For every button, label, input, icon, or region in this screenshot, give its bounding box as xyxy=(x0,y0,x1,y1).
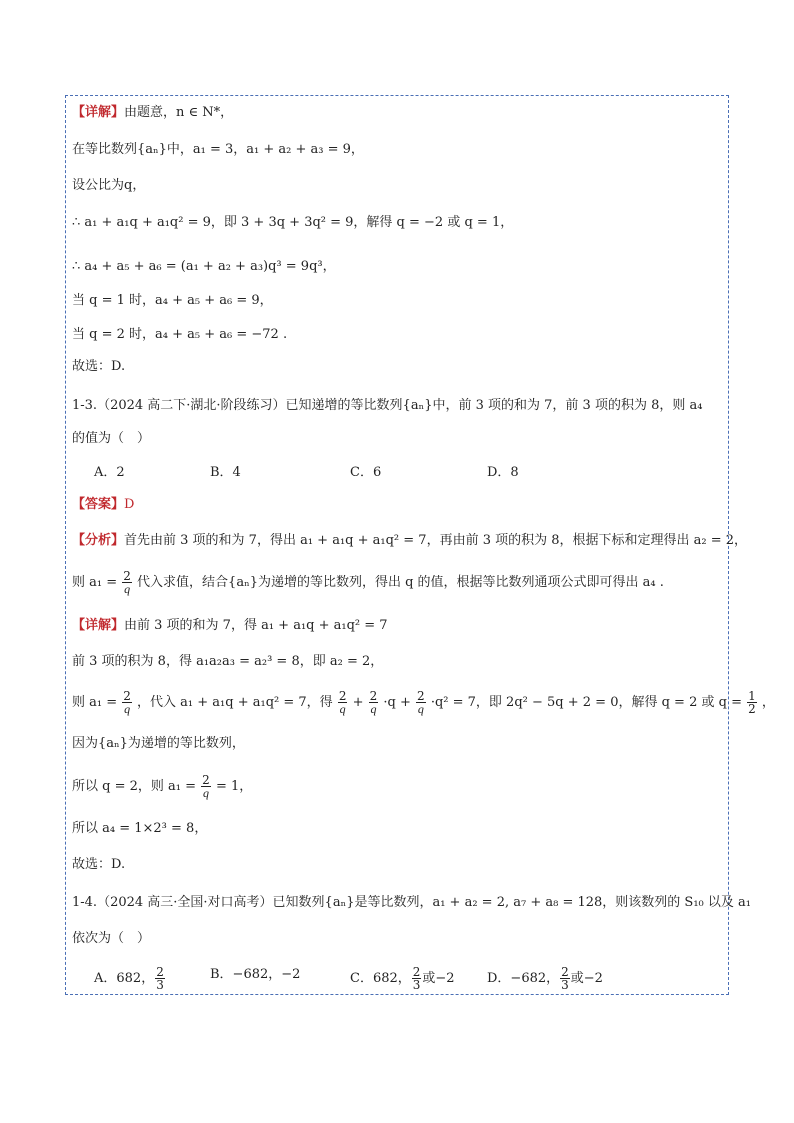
fraction-2-over-q: $\frac{2}{q}$ xyxy=(123,569,131,596)
option-c: C．682， $\frac{2}{3}$ 或−2 xyxy=(350,965,455,992)
question-1-4-stem: 1-4.（2024 高三·全国·对口高考）已知数列{aₙ}是等比数列，a₁ + a₂ = 2, a₇ + a₈ = 128，则该数列的 S₁₀ 以及 a₁ xyxy=(72,895,751,910)
fraction-2-over-q: $\frac{2}{q}$ xyxy=(417,689,425,716)
text-line: 因为{aₙ}为递增的等比数列， xyxy=(72,736,245,751)
text: ·q + xyxy=(383,695,411,710)
option-a: A．2 xyxy=(94,465,125,480)
text: ·q² = 7，即 2q² − 5q + 2 = 0，解得 q = 2 或 q = xyxy=(430,695,742,710)
text: ，代入 a₁ + a₁q + a₁q² = 7，得 xyxy=(137,695,333,710)
analysis-text: 首先由前 3 项的和为 7，得出 a₁ + a₁q + a₁q² = 7，再由前 3 项的积为 8，根据下标和定理得出 a₂ = 2， xyxy=(124,533,748,548)
detail-line xyxy=(72,617,388,635)
text-line: 设公比为q， xyxy=(72,178,146,193)
detail-tag: 【详解】 xyxy=(72,618,125,633)
option-c: C．6 xyxy=(350,465,382,480)
text-line: 在等比数列{aₙ}中，a₁ = 3，a₁ + a₂ + a₃ = 9， xyxy=(72,142,364,157)
question-1-3-stem-cont: 的值为（ ） xyxy=(72,431,151,446)
answer-value: D xyxy=(124,497,135,512)
analysis-line-2 xyxy=(72,570,664,595)
option-a: A．682， $\frac{2}{3}$ xyxy=(94,965,164,992)
option-b: B．−682，−2 xyxy=(210,967,301,982)
fraction-2-over-3: $\frac{2}{3}$ xyxy=(156,965,164,992)
fraction-2-over-3: $\frac{2}{3}$ xyxy=(412,965,421,992)
detail-text: 由前 3 项的和为 7，得 a₁ + a₁q + a₁q² = 7 xyxy=(124,618,388,633)
detail-tag: 【详解】 xyxy=(72,105,125,120)
answer-line xyxy=(72,496,134,514)
fraction-2-over-q: $\frac{2}{q}$ xyxy=(202,773,210,800)
analysis-text: 代入求值，结合{aₙ}为递增的等比数列，得出 q 的值，根据等比数列通项公式即可得出 a₄ . xyxy=(137,575,664,590)
detail-text: 由题意，n ∈ N*， xyxy=(124,105,234,120)
option-d: D．8 xyxy=(487,465,519,480)
option-d: D．−682， $\frac{2}{3}$ 或−2 xyxy=(487,965,603,992)
analysis-tag: 【分析】 xyxy=(72,533,125,548)
text-line: 当 q = 1 时，a₄ + a₅ + a₆ = 9， xyxy=(72,293,273,308)
text: 所以 q = 2，则 a₁ = xyxy=(72,779,197,794)
text-line: 故选：D. xyxy=(72,857,126,872)
analysis-line-1 xyxy=(72,532,747,550)
text-line: 故选：D. xyxy=(72,359,126,374)
text-line: ∴ a₄ + a₅ + a₆ = (a₁ + a₂ + a₃)q³ = 9q³， xyxy=(72,259,336,274)
fraction-2-over-q: $\frac{2}{q}$ xyxy=(123,689,131,716)
solution-line: 则 a₁ = $\frac{2}{q}$ ，代入 a₁ + a₁q + a₁q² = 7，得 $\frac{2}{q}$ + $\frac{2}{q}$ ·q + $\frac{2}{q}$ ·q² = 7，即 2q² − 5q + 2 = 0，解得 q = 2 或 q = $\frac{1}{2}$ ， xyxy=(72,689,775,716)
detail-line-1 xyxy=(72,104,233,122)
text-line: 当 q = 2 时，a₄ + a₅ + a₆ = −72 . xyxy=(72,327,288,342)
fraction-2-over-3: $\frac{2}{3}$ xyxy=(561,965,569,992)
text-line: 所以 a₄ = 1×2³ = 8， xyxy=(72,821,208,836)
question-1-4-stem-cont: 依次为（ ） xyxy=(72,931,151,946)
fraction-1-over-2: $\frac{1}{2}$ xyxy=(748,689,756,716)
question-1-4-options xyxy=(72,962,672,992)
text: 则 a₁ = xyxy=(72,695,118,710)
fraction-2-over-q: $\frac{2}{q}$ xyxy=(369,689,378,716)
question-1-3-stem: 1-3.（2024 高二下·湖北·阶段练习）已知递增的等比数列{aₙ}中，前 3 项的和为 7，前 3 项的积为 8，则 a₄ xyxy=(72,398,703,413)
analysis-text: 则 a₁ = xyxy=(72,575,118,590)
text: ， xyxy=(761,695,775,710)
text: = 1， xyxy=(215,779,253,794)
text-line: 前 3 项的积为 8，得 a₁a₂a₃ = a₂³ = 8，即 a₂ = 2， xyxy=(72,654,384,669)
solution-line xyxy=(72,774,252,799)
answer-tag: 【答案】 xyxy=(72,497,125,512)
option-b: B．4 xyxy=(210,465,241,480)
text-line: ∴ a₁ + a₁q + a₁q² = 9，即 3 + 3q + 3q² = 9，解得 q = −2 或 q = 1， xyxy=(72,215,514,230)
fraction-2-over-q: $\frac{2}{q}$ xyxy=(338,689,347,716)
